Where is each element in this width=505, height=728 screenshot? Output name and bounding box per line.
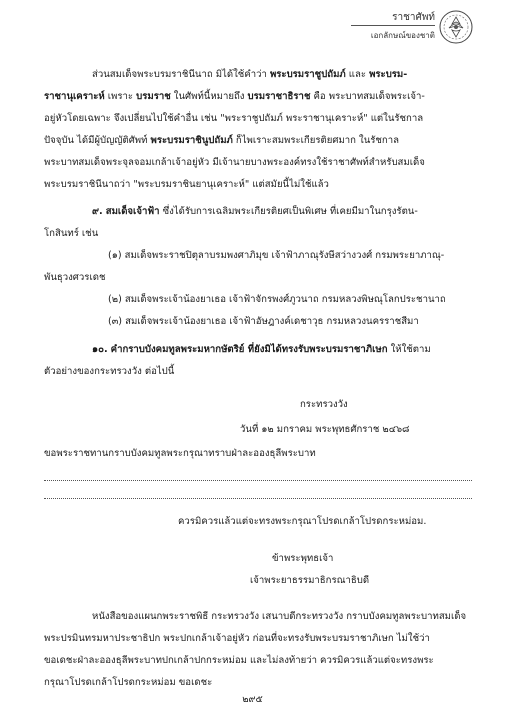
header-title: ราชาศัพท์ bbox=[392, 12, 435, 23]
page-header bbox=[325, 8, 475, 48]
section-9-heading: ๙. สมเด็จเจ้าฟ้า ซึ่งได้รับการเฉลิมพระเกียรติยศเป็นพิเศษ ที่เคยมีมาในกรุงรัตน- bbox=[92, 206, 418, 217]
letter-sign-2: เจ้าพระยาธรรมาธิกรณาธิบดี bbox=[250, 575, 370, 586]
footer-line-1: หนังสือของแผนกพระราชพิธี กระทรวงวัง เสนาบดีกระทรวงวัง กราบบังคมทูลพระบาทสมเด็จ bbox=[92, 611, 467, 622]
header-rule bbox=[351, 25, 435, 26]
dotted-line-2 bbox=[44, 498, 472, 499]
footer-line-4: กรุณาโปรดเกล้าโปรดกระหม่อม ขอเดชะ bbox=[44, 677, 213, 688]
footer-line-2: พระปรมินทรมหาประชาธิปก พระปกเกล้าเจ้าอยู่หัว ก่อนที่จะทรงรับพระบรมราชาภิเษก ไม่ใช้ว่า bbox=[44, 633, 430, 644]
letter-salutation: ขอพระราชทานกราบบังคมทูลพระกรุณาทราบฝ่าละอองธุลีพระบาท bbox=[44, 448, 316, 459]
letter-closing: ควรมิควรแล้วแต่จะทรงพระกรุณาโปรดเกล้าโปรดกระหม่อม. bbox=[178, 516, 427, 527]
section-10-line-2: ตัวอย่างของกระทรวงวัง ต่อไปนี้ bbox=[44, 366, 175, 377]
intro-line-2: ราชานุเคราะห์ เพราะ บรมราช ในศัพท์นี้หมายถึง บรมราชาธิราช คือ พระบาทสมเด็จพระเจ้า- bbox=[44, 91, 425, 102]
intro-line-5: พระบาทสมเด็จพระจุลจอมเกล้าเจ้าอยู่หัว มีเจ้านายบางพระองค์ทรงใช้ราชาศัพท์สำหรับสมเด็จ bbox=[44, 157, 425, 168]
section-9-item-1: (๑) สมเด็จพระราชปิตุลาบรมพงศาภิมุข เจ้าฟ้าภาณุรังษีสว่างวงศ์ กรมพระยาภาณุ- bbox=[108, 250, 445, 261]
section-10-heading: ๑๐. คำกราบบังคมทูลพระมหากษัตริย์ ที่ยังมิได้ทรงรับพระบรมราชาภิเษก ให้ใช้ตาม bbox=[92, 344, 431, 355]
section-9-line-2: โกสินทร์ เช่น bbox=[44, 228, 99, 239]
letter-sign-1: ข้าพระพุทธเจ้า bbox=[272, 553, 334, 564]
intro-line-1: ส่วนสมเด็จพระบรมราชินีนาถ มิได้ใช้คำว่า พระบรมราชูปถัมภ์ และ พระบรม- bbox=[92, 69, 408, 80]
letter-date: วันที่ ๑๒ มกราคม พระพุทธศักราช ๒๔๖๘ bbox=[240, 424, 410, 435]
dotted-line-1 bbox=[44, 480, 472, 481]
page-number: ๒๙๕ bbox=[242, 694, 263, 705]
section-9-item-1-cont: พันธุวงศวรเดช bbox=[44, 272, 106, 283]
intro-line-6: พระบรมราชินีนาถว่า "พระบรมราชินยานุเคราะห์" แต่สมัยนี้ไม่ใช้แล้ว bbox=[44, 179, 329, 190]
letter-org: กระทรวงวัง bbox=[300, 399, 348, 410]
intro-line-4: ปัจจุบัน ได้มีผู้บัญญัติศัพท์ พระบรมราชินูปถัมภ์ ก็ไพเราะสมพระเกียรติยศมาก ในรัชกาล bbox=[44, 135, 400, 146]
footer-line-3: ขอเดชะฝ่าละอองธุลีพระบาทปกเกล้าปกกระหม่อม และไม่ลงท้ายว่า ควรมิควรแล้วแต่จะทรงพระ bbox=[44, 655, 434, 666]
header-subtitle: เอกลักษณ์ของชาติ bbox=[370, 31, 435, 40]
garuda-emblem-icon bbox=[437, 8, 475, 46]
intro-line-3: อยู่หัวโดยเฉพาะ จึงเปลี่ยนไปใช้คำอื่น เช่น "พระราชูปถัมภ์ พระราชานุเคราะห์" แต่ในรัชกาล bbox=[44, 113, 424, 124]
section-9-item-3: (๓) สมเด็จพระเจ้าน้องยาเธอ เจ้าฟ้าอัษฎางค์เดชาวุธ กรมหลวงนครราชสีมา bbox=[108, 316, 419, 327]
section-9-item-2: (๒) สมเด็จพระเจ้าน้องยาเธอ เจ้าฟ้าจักรพงศ์ภูวนาถ กรมหลวงพิษณุโลกประชานาถ bbox=[108, 294, 446, 305]
